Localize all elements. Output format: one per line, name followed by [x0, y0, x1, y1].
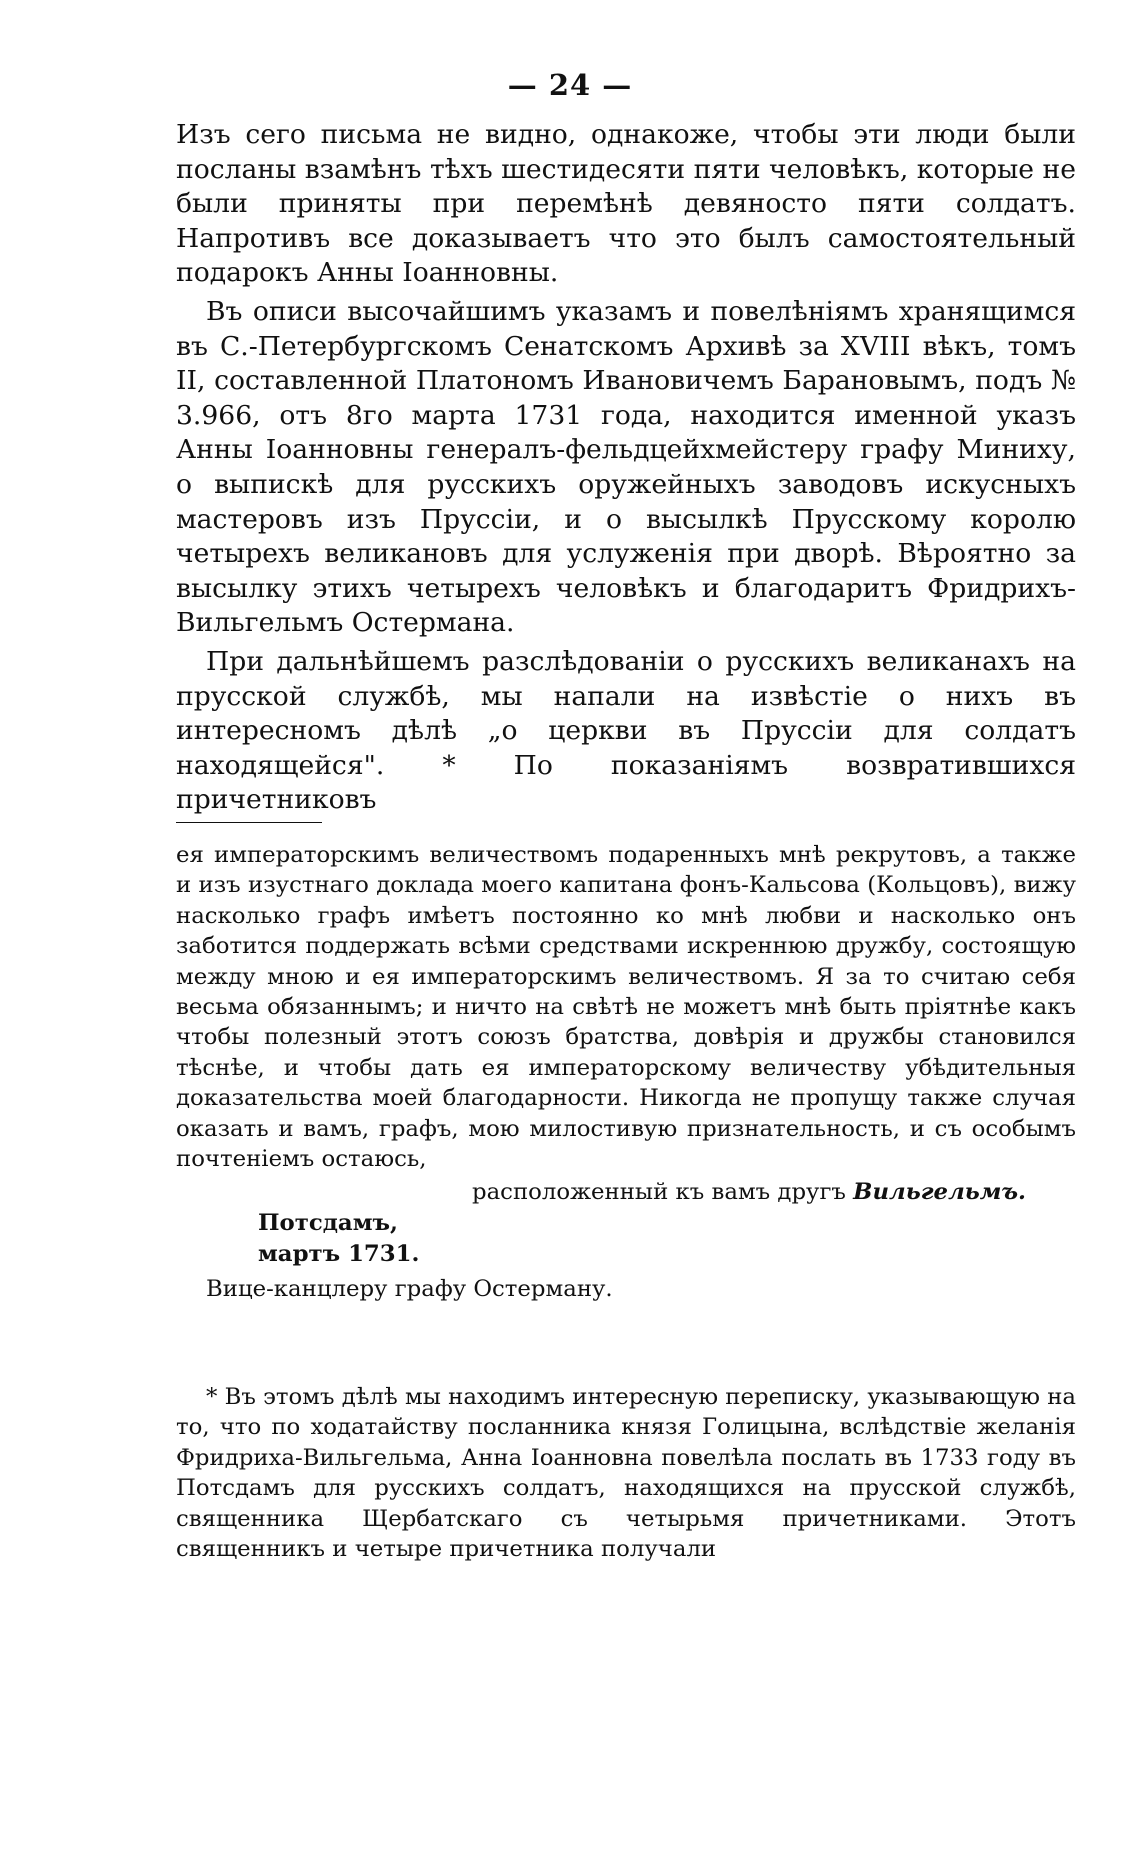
letter-closing: расположенный къ вамъ другъ	[472, 1179, 846, 1206]
paragraph-3: При дальнѣйшемъ разслѣдованіи о русскихъ великанахъ на прусской службѣ, мы напали на извѣстіе о нихъ въ интересномъ дѣлѣ „о церкви въ Пруссіи для солдатъ находящейся". * По показаніямъ возвратившихся причетниковъ	[176, 645, 1076, 816]
letter-block	[176, 840, 1076, 1305]
letter-text: ея императорскимъ величествомъ подаренныхъ мнѣ рекрутовъ, а также и изъ изустнаго доклада моего капитана фонъ-Кальсова (Кольцовъ), вижу насколько графъ имѣетъ постоянно ко мнѣ любви и насколько онъ заботится поддержать всѣми средствами искреннюю дружбу, состоящую между мною и ея императорскимъ величествомъ. Я за то считаю себя весьма обязаннымъ; и ничто на свѣтѣ не можетъ мнѣ быть пріятнѣе какъ чтобы полезный этотъ союзъ братства, довѣрія и дружбы становился тѣснѣе, и чтобы дать ея императорскому величеству убѣдительныя доказательства моей благодарности. Никогда не пропущу также случая оказать и вамъ, графъ, мою милостивую признательность, и съ особымъ почтеніемъ остаюсь,	[176, 842, 1076, 1173]
paragraph-1: Изъ сего письма не видно, однакоже, чтобы эти люди были посланы взамѣнъ тѣхъ шестидесяти пяти человѣкъ, которые не были приняты при перемѣнѣ девяносто пяти солдатъ. Напротивъ все доказываетъ что это былъ самостоятельный подарокъ Анны Іоанновны.	[176, 119, 1076, 289]
letter-place: Потсдамъ,	[258, 1210, 398, 1237]
letter-addressee: Вице-канцлеру графу Остерману.	[206, 1276, 613, 1303]
separator-rule	[176, 822, 322, 823]
main-text	[176, 118, 1076, 818]
page-number: — 24 —	[507, 68, 633, 102]
paragraph-2: Въ описи высочайшимъ указамъ и повелѣніямъ хранящимся въ С.-Петербургскомъ Сенатскомъ Архивѣ за XVIII вѣкъ, томъ II, составленной Платономъ Ивановичемъ Барановымъ, подъ № 3.966, отъ 8го марта 1731 года, находится именной указъ Анны Іоанновны генералъ-фельдцейхмейстеру графу Миниху, о выпискѣ для русскихъ оружейныхъ заводовъ искусныхъ мастеровъ изъ Пруссіи, и о высылкѣ Прусскому королю четырехъ великановъ для услуженія при дворѣ. Вѣроятно за высылку этихъ четырехъ человѣкъ и благодаритъ Фридрихъ-Вильгельмъ Остермана.	[176, 295, 1076, 639]
footnote-block	[176, 1382, 1076, 1564]
letter-signature: Вильгельмъ.	[853, 1179, 1026, 1206]
letter-date: мартъ 1731.	[258, 1241, 420, 1268]
footnote-text: * Въ этомъ дѣлѣ мы находимъ интересную переписку, указывающую на то, что по ходатайству посланника князя Голицына, вслѣдствіе желанія Фридриха-Вильгельма, Анна Іоанновна повелѣла послать въ 1733 году въ Потсдамъ для русскихъ солдатъ, находящихся на прусской службѣ, священника Щербатскаго съ четырьмя причетниками. Этотъ священникъ и четыре причетника получали	[176, 1384, 1076, 1563]
letter-closing-line	[176, 1176, 1076, 1208]
